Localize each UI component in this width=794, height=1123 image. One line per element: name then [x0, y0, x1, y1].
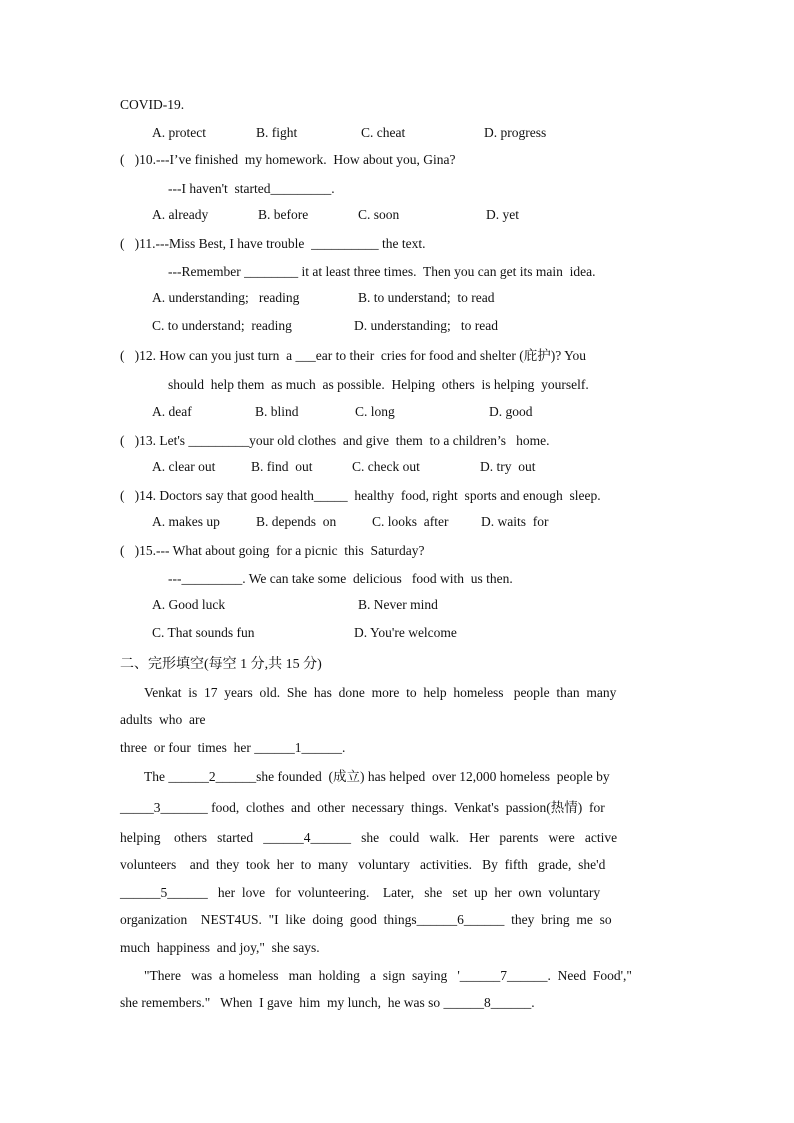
- q15-response: ---_________. We can take some delicious food with us then.: [168, 571, 513, 586]
- q14-stem: ( )14. Doctors say that good health_____ healthy food, right sports and enough sleep.: [120, 488, 601, 503]
- q10-option-c: C. soon: [358, 207, 400, 222]
- q12-option-a: A. deaf: [152, 404, 192, 419]
- q13-option-a: A. clear out: [152, 459, 216, 474]
- q14-option-b: B. depends on: [256, 514, 337, 529]
- q10-option-a: A. already: [152, 207, 209, 222]
- q12-stem-cont: should help them as much as possible. Helping others is helping yourself.: [168, 377, 589, 392]
- q15-option-c: C. That sounds fun: [152, 625, 255, 640]
- q9-option-a: A. protect: [152, 125, 206, 140]
- q11-stem: ( )11.---Miss Best, I have trouble __________ the text.: [120, 236, 426, 251]
- section-heading-cloze: 二、完形填空(每空 1 分,共 15 分): [120, 657, 322, 672]
- q9-option-c: C. cheat: [361, 125, 406, 140]
- q10-option-b: B. before: [258, 207, 309, 222]
- passage-line: much happiness and joy," she says.: [120, 940, 320, 955]
- passage-line: organization NEST4US. "I like doing good things______6______ they bring me so: [120, 912, 612, 927]
- q11-response: ---Remember ________ it at least three times. Then you can get its main idea.: [168, 264, 596, 279]
- passage-line: Venkat is 17 years old. She has done more to help homeless people than many: [144, 685, 617, 700]
- passage-line: volunteers and they took her to many voluntary activities. By fifth grade, she'd: [120, 857, 606, 872]
- q9-option-b: B. fight: [256, 125, 298, 140]
- q13-option-b: B. find out: [251, 459, 313, 474]
- passage-line: _____3_______ food, clothes and other necessary things. Venkat's passion(热情) for: [120, 800, 605, 815]
- q12-option-b: B. blind: [255, 404, 299, 419]
- passage-line: The ______2______she founded (成立) has helped over 12,000 homeless people by: [144, 769, 610, 784]
- q11-option-a: A. understanding; reading: [152, 290, 300, 305]
- q15-stem: ( )15.--- What about going for a picnic this Saturday?: [120, 543, 425, 558]
- q10-stem: ( )10.---I’ve finished my homework. How about you, Gina?: [120, 152, 456, 167]
- q13-stem: ( )13. Let's _________your old clothes and give them to a children’s home.: [120, 433, 550, 448]
- passage-line: helping others started ______4______ she could walk. Her parents were active: [120, 830, 618, 845]
- q15-option-d: D. You're welcome: [354, 625, 457, 640]
- q11-option-b: B. to understand; to read: [358, 290, 495, 305]
- passage-line: ______5______ her love for volunteering. Later, she set up her own voluntary: [120, 885, 601, 900]
- q11-option-c: C. to understand; reading: [152, 318, 292, 333]
- q10-option-d: D. yet: [486, 207, 519, 222]
- q14-option-a: A. makes up: [152, 514, 220, 529]
- q11-option-d: D. understanding; to read: [354, 318, 498, 333]
- passage-line: three or four times her ______1______.: [120, 740, 346, 755]
- q12-stem: ( )12. How can you just turn a ___ear to their cries for food and shelter (庇护)? You: [120, 348, 587, 363]
- passage-line: adults who are: [120, 712, 206, 727]
- q14-option-d: D. waits for: [481, 514, 549, 529]
- passage-line: she remembers." When I gave him my lunch, he was so ______8______.: [120, 995, 535, 1010]
- q12-option-c: C. long: [355, 404, 395, 419]
- q13-option-d: D. try out: [480, 459, 536, 474]
- q13-option-c: C. check out: [352, 459, 420, 474]
- q9-stem-tail: COVID-19.: [120, 97, 185, 112]
- q15-option-a: A. Good luck: [152, 597, 226, 612]
- q10-response: ---I haven't started_________.: [168, 181, 335, 196]
- q14-option-c: C. looks after: [372, 514, 449, 529]
- q9-option-d: D. progress: [484, 125, 547, 140]
- q15-option-b: B. Never mind: [358, 597, 438, 612]
- q12-option-d: D. good: [489, 404, 533, 419]
- passage-line: "There was a homeless man holding a sign saying '______7______. Need Food',": [144, 968, 632, 983]
